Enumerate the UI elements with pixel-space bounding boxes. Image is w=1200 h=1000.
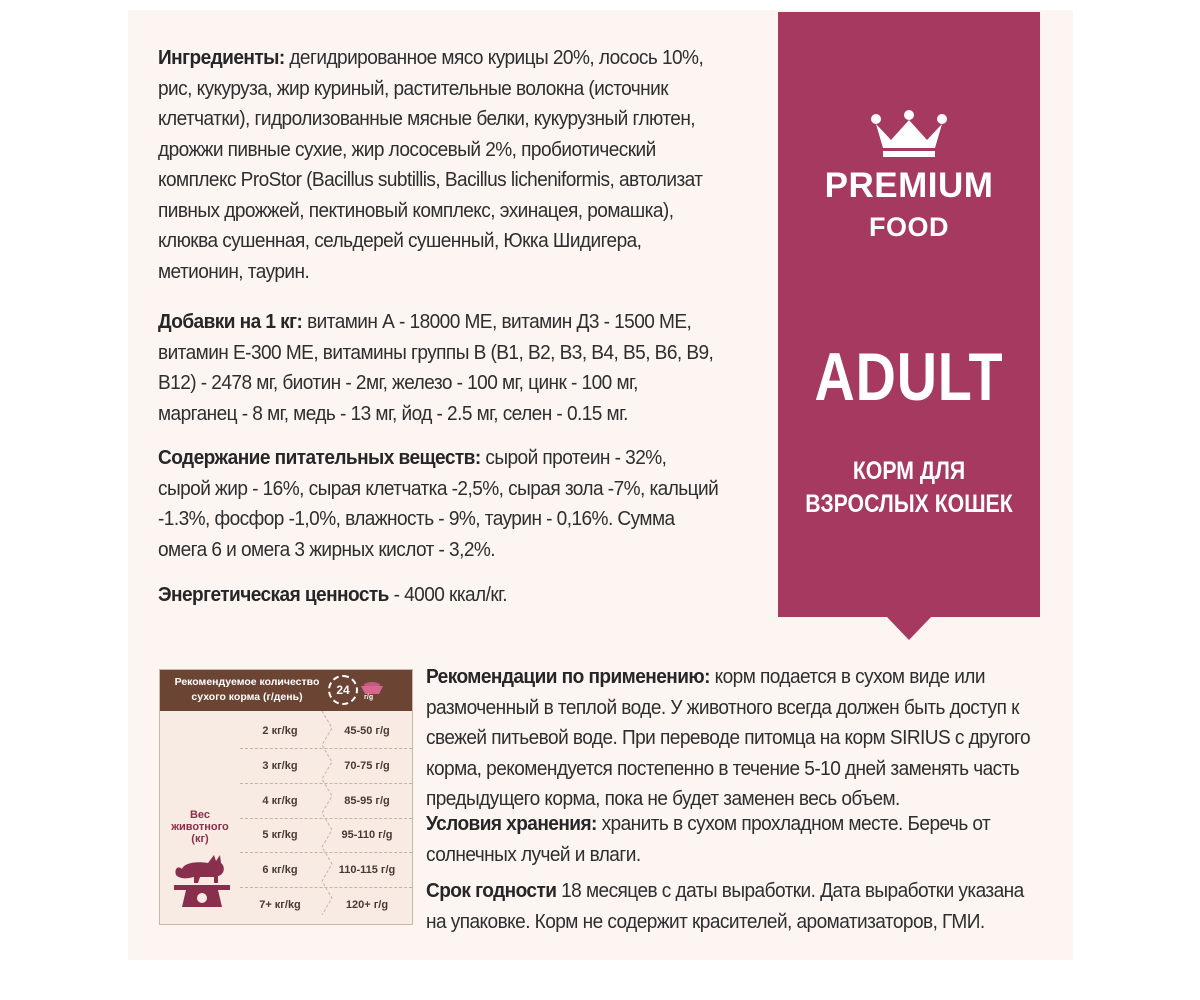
energy-text: - 4000 ккал/кг. (388, 583, 507, 606)
row-weight: 7+ кг/kg (259, 899, 301, 911)
storage-label: Условия хранения: (426, 812, 597, 835)
ingredients-label: Ингредиенты: (158, 46, 285, 69)
row-amount: 110-115 г/g (338, 864, 396, 877)
badge-subtitle: КОРМ ДЛЯ ВЗРОСЛЫХ КОШЕК (805, 457, 1013, 518)
shelf-life-paragraph (426, 876, 1044, 937)
table-row (240, 853, 412, 888)
feeding-table (159, 669, 413, 925)
additives-paragraph (158, 307, 721, 429)
table-row (240, 784, 412, 819)
nutrients-text: сырой протеин - 32%, сырой жир - 16%, сырая клетчатка -2,5%, сырая зола -7%, кальций -1.3%, фосфор -1,0%, влажность - 9%, таурин - 0,16%. Сумма омега 6 и омега 3 жирных кислот - 3,2%. (158, 446, 719, 561)
row-weight: 6 кг/kg (262, 864, 298, 877)
feeding-unit: г/g (364, 694, 374, 701)
row-amount: 45-50 г/g (344, 725, 390, 737)
feeding-table-header (160, 670, 412, 711)
nutrients-label: Содержание питательных веществ: (158, 446, 481, 469)
row-amount: 85-95 г/g (344, 794, 390, 807)
additives-text: витамин А - 18000 МЕ, витамин Д3 - 1500 МЕ, витамин Е-300 МЕ, витамины группы В (В1, В2, В3, В4, В5, В6, В9, В12) - 2478 мг, биотин - 2мг, железо - 100 мг, цинк - 100 мг, марганец - 8 мг, медь - 13 мг, йод - 2.5 мг, селен - 0.15 мг. (158, 310, 714, 425)
table-row (240, 749, 412, 784)
row-amount: 120+ г/g (345, 899, 389, 911)
feeding-table-title: Рекомендуемое количество сухого корма (г/день) (174, 676, 320, 703)
usage-paragraph (426, 662, 1044, 815)
energy-paragraph (158, 580, 721, 611)
feeding-table-weight-column (160, 711, 240, 924)
shelf-life-text: 18 месяцев с даты выработки. Дата выработки указана на упаковке. Корм не содержит красителей, ароматизаторов, ГМИ. (426, 879, 1024, 933)
energy-label: Энергетическая ценность (158, 583, 389, 606)
cat-on-scale-icon (170, 845, 234, 911)
badge-premium: PREMIUM (824, 166, 994, 205)
table-row (240, 818, 412, 853)
crown-icon (869, 110, 949, 160)
row-amount: 70-75 г/g (344, 759, 390, 772)
badge-food: FOOD (869, 212, 949, 242)
row-amount: 95-110 г/g (341, 829, 393, 842)
clock-icon: 24 (328, 675, 358, 705)
ingredients-text: дегидрированное мясо курицы 20%, лосось 10%, рис, кукуруза, жир куриный, растительные волокна (источник клетчатки), гидролизованные мясные белки, кукурузный глютен, дрожжи пивные сухие, жир лососевый 2%, пробиотический комплекс ProStor (Bacillus subtillis, Bacillus licheniformis, автолизат пивных дрожжей, пектиновый комплекс, эхинацея, ромашка), клюква сушенная, сельдерей сушенный, Юкка Шидигера, метионин, таурин. (158, 46, 704, 283)
nutrients-paragraph (158, 443, 721, 565)
row-weight: 2 кг/kg (262, 725, 298, 737)
row-weight: 4 кг/kg (262, 794, 298, 807)
row-weight: 5 кг/kg (262, 829, 298, 842)
badge-adult: ADULT (814, 339, 1004, 415)
ingredients-paragraph (158, 43, 721, 287)
usage-label: Рекомендации по применению: (426, 665, 710, 688)
row-weight: 3 кг/kg (262, 759, 298, 772)
usage-text: корм подается в сухом виде или размоченный в теплой воде. У животного всегда должен быть доступ к свежей питьевой воде. При переводе питомца на корм SIRIUS с другого корма, рекомендуется постепенно в течение 5-10 дней заменять часть предыдущего корма, пока не будет заменен весь объем. (426, 665, 1031, 810)
storage-paragraph (426, 809, 1044, 870)
storage-text: хранить в сухом прохладном месте. Беречь от солнечных лучей и влаги. (426, 812, 991, 866)
additives-label: Добавки на 1 кг: (158, 310, 303, 333)
badge-pointer (886, 616, 932, 640)
table-row (240, 888, 412, 922)
weight-label: Вес животного (кг) (171, 809, 229, 845)
premium-badge (778, 12, 1040, 617)
table-row (240, 714, 412, 749)
shelf-life-label: Срок годности (426, 879, 557, 902)
